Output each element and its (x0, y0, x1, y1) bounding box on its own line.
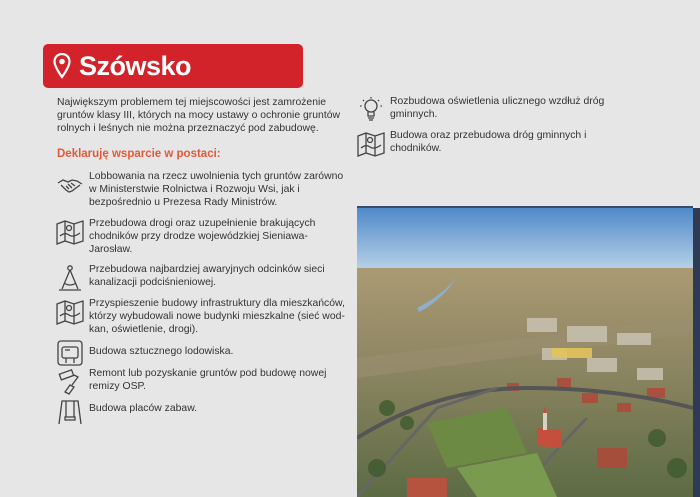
support-heading: Deklaruję wsparcie w postaci: (57, 148, 221, 160)
paint-roller-icon (56, 368, 84, 396)
map-pin-icon (53, 53, 71, 79)
list-item (56, 339, 346, 367)
light-bulb-icon (357, 96, 385, 124)
list-item (56, 218, 346, 256)
map-icon (56, 298, 84, 326)
list-item (56, 298, 346, 336)
list-item-text: Przebudowa najbardziej awaryjnych odcinków sieci kanalizacji podciśnieniowej. (89, 264, 325, 288)
handshake-icon (56, 171, 84, 199)
list-item (357, 96, 607, 124)
ice-rink-icon (56, 339, 84, 367)
list-item-text: Budowa sztucznego lodowiska. (89, 346, 234, 357)
title-banner (43, 44, 303, 88)
list-item-text: Lobbowania na rzecz uwolnienia tych gruntów zarówno w Ministerstwie Rolnictwa i Rozwoju Wsi, jak i bezpośrednio u Prezesa Rady Ministrów. (89, 171, 344, 208)
list-item-text: Przyspieszenie budowy infrastruktury dla mieszkańców, którzy wybudowali nowe budynki mieszkalne (sieć wod-kan, oświetlenie, drogi). (89, 298, 345, 335)
list-item (56, 264, 346, 292)
page-title: Szówsko (79, 50, 192, 81)
list-item (56, 171, 346, 209)
compass-icon (56, 264, 84, 292)
list-item-text: Remont lub pozyskanie gruntów pod budowę nowej remizy OSP. (89, 368, 327, 392)
list-item-text: Budowa placów zabaw. (89, 403, 198, 414)
list-item (357, 130, 607, 158)
list-item (56, 368, 346, 396)
list-item-text: Przebudowa drogi oraz uzupełnienie brakujących chodników przy drodze wojewódzkiej Sieniawa-Jarosław. (89, 218, 316, 255)
aerial-photo (357, 208, 693, 497)
list-item-text: Rozbudowa oświetlenia ulicznego wzdłuż dróg gminnych. (390, 96, 605, 120)
map-icon (56, 218, 84, 246)
photo-side-bar (693, 208, 700, 497)
list-item-text: Budowa oraz przebudowa dróg gminnych i chodników. (390, 130, 587, 154)
intro-paragraph: Największym problemem tej miejscowości jest zamrożenie gruntów klasy III, których na mocy ustawy o ochronie gruntów rolnych i leśnych nie można przeznaczyć pod zabudowę. (57, 97, 340, 135)
swing-icon (56, 398, 84, 426)
map-icon (357, 130, 385, 158)
list-item (56, 398, 346, 426)
